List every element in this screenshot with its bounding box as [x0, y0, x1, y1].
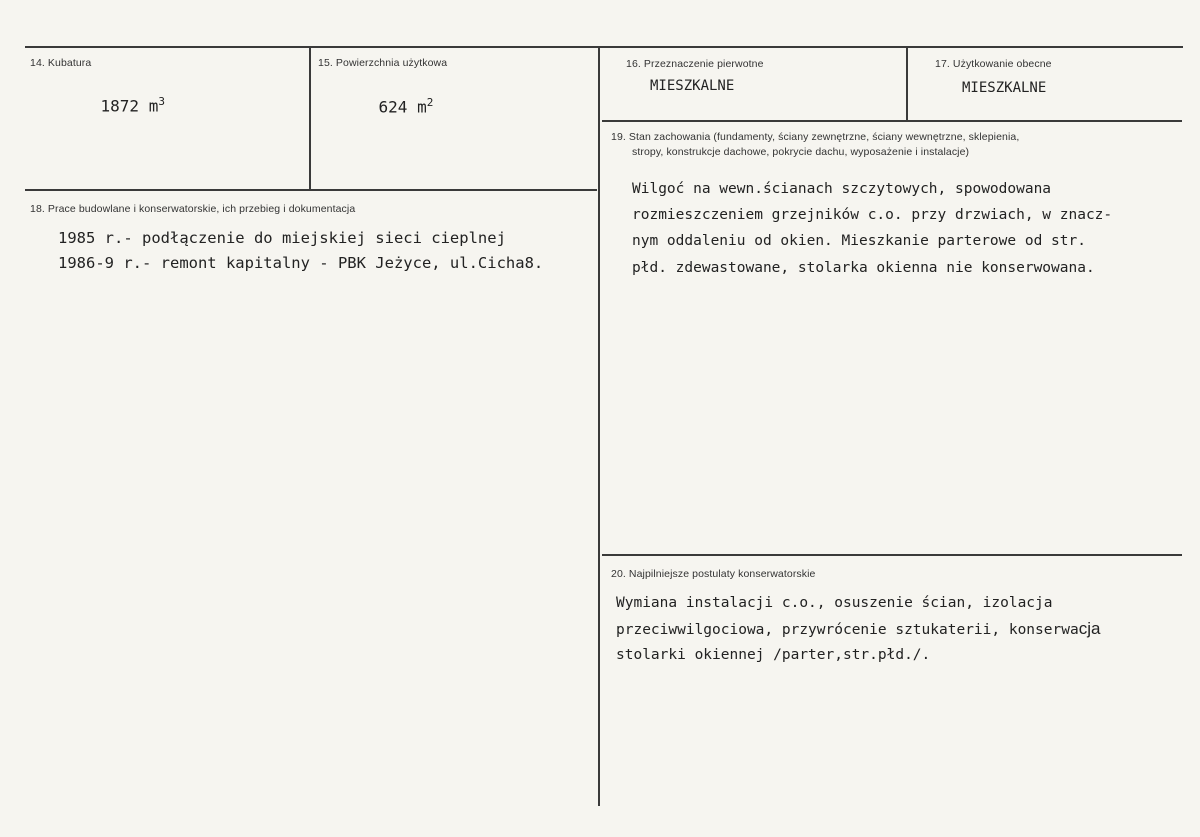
- stan-label-line-1: 19. Stan zachowania (fundamenty, ściany zewnętrzne, ściany wewnętrzne, sklepienia,: [611, 131, 1020, 143]
- postulaty-line-1: Wymiana instalacji c.o., osuszenie ścian, izolacja: [616, 595, 1053, 611]
- kubatura-number: 1872 m: [100, 96, 159, 116]
- stan-line-3: nym oddaleniu od okien. Mieszkanie parterowe od str.: [632, 233, 1086, 249]
- prace-label: 18. Prace budowlane i konserwatorskie, ich przebieg i dokumentacja: [30, 203, 356, 215]
- powierzchnia-label: 15. Powierzchnia użytkowa: [318, 57, 448, 69]
- divider-14-15: [309, 46, 311, 190]
- kubatura-value: [62, 76, 165, 134]
- stan-label-line-2: stropy, konstrukcje dachowe, pokrycie dachu, wyposażenie i instalacje): [632, 146, 970, 158]
- uzytkowanie-label: 17. Użytkowanie obecne: [935, 58, 1052, 70]
- powierzchnia-number: 624 m: [378, 97, 427, 117]
- top-rule: [25, 46, 1183, 48]
- postulaty-line-3: stolarki okiennej /parter,str.płd./.: [616, 647, 931, 663]
- right-lower-rule: [602, 554, 1182, 556]
- stan-line-1: Wilgoć na wewn.ścianach szczytowych, spowodowana: [632, 181, 1052, 197]
- stan-line-2: rozmieszczeniem grzejników c.o. przy drzwiach, w znacz-: [632, 207, 1113, 223]
- left-bottom-rule: [25, 189, 597, 191]
- postulaty-line-2-text: przeciwwilgociowa, przywrócenie sztukaterii, konserwa: [616, 622, 1079, 638]
- przeznaczenie-value: MIESZKALNE: [650, 78, 735, 94]
- powierzchnia-value: [340, 77, 433, 135]
- handwritten-correction: cja: [1078, 619, 1101, 638]
- przeznaczenie-label: 16. Przeznaczenie pierwotne: [626, 58, 764, 70]
- divider-16-17: [906, 46, 908, 121]
- uzytkowanie-value: MIESZKALNE: [962, 80, 1047, 96]
- stan-line-4: płd. zdewastowane, stolarka okienna nie konserwowana.: [632, 260, 1095, 276]
- powierzchnia-exponent: 2: [426, 96, 434, 109]
- prace-line-1: 1985 r.- podłączenie do miejskiej sieci cieplnej: [58, 229, 506, 247]
- postulaty-label: 20. Najpilniejsze postulaty konserwatorskie: [611, 568, 816, 580]
- kubatura-label: 14. Kubatura: [30, 57, 92, 69]
- right-mid-rule: [602, 120, 1182, 122]
- prace-line-2: 1986-9 r.- remont kapitalny - PBK Jeżyce, ul.Cicha8.: [58, 254, 544, 272]
- postulaty-line-2: [616, 616, 1100, 643]
- kubatura-exponent: 3: [158, 95, 165, 108]
- center-divider: [598, 46, 600, 806]
